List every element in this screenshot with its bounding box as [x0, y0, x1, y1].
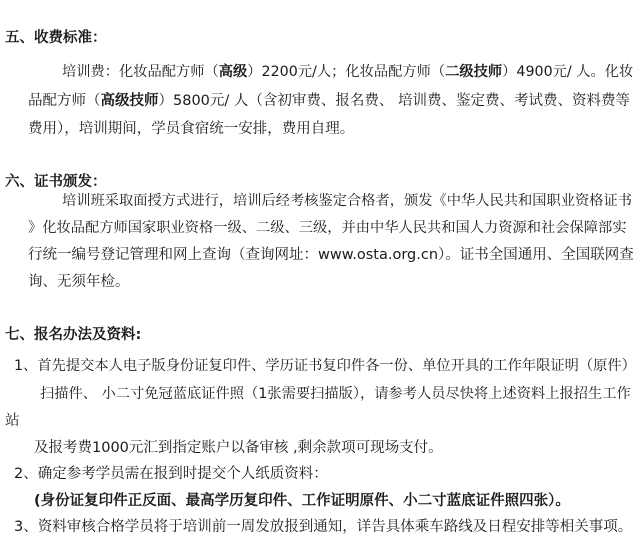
sec6-line-1: 培训班采取面授方式进行，培训后经考核鉴定合格者，颁发《中华人民共和国职业资格证书 [62, 193, 633, 209]
sec6-line-3: 行统一编号登记管理和网上查询（查询网址：www.osta.org.cn）。证书全国通用、全国联网查 [28, 247, 634, 263]
sec5-line-1 [62, 62, 633, 82]
section-7-heading: 七、报名办法及资料: [5, 327, 142, 343]
sec6-line-4: 询、无须年检。 [28, 274, 130, 290]
sec7-item-3-line-1: 3、资料审核合格学员将于培训前一周发放报到通知，详告具体乘车路线及日程安排等相关事项。 [14, 519, 633, 535]
sec7-item-2-line-2: (身份证复印件正反面、最高学历复印件、工作证明原件、小二寸蓝底证件照四张）。 [34, 493, 570, 509]
sec7-item-1-line-2: 扫描件、 小二寸免冠蓝底证件照（1张需要扫描版），请参考人员尽快将上述资料上报招生工作 [40, 386, 631, 402]
sec5-l2-a: 品配方师（ [28, 93, 101, 109]
sec5-l1-a: 培训费：化妆品配方师（ [62, 64, 219, 80]
section-6-heading: 六、证书颁发： [5, 174, 107, 190]
section-5-heading: 五、收费标准： [5, 30, 107, 46]
sec7-item-1-line-4: 及报考费1000元汇到指定账户以备审核 ,剩余款项可现场支付。 [34, 440, 443, 456]
sec5-line-3: 费用），培训期间，学员食宿统一安排，费用自理。 [28, 121, 355, 137]
sec5-l2-bold: 高级技师 [100, 93, 159, 109]
sec6-line-2: 》化妆品配方师国家职业资格一级、二级、三级，并由中华人民共和国人力资源和社会保障部实 [28, 220, 627, 236]
sec5-l1-bold-1: 高级 [218, 64, 248, 80]
sec5-l1-e: ）4900元/ 人。化妆 [502, 64, 634, 80]
sec7-item-1-line-1: 1、首先提交本人电子版身份证复印件、学历证书复印件各一份、单位开具的工作年限证明（原件） [14, 358, 636, 374]
sec7-item-1-line-3: 站 [5, 413, 20, 429]
sec5-line-2 [28, 91, 630, 111]
sec5-l1-c: ）2200元/人；化妆品配方师（ [247, 64, 446, 80]
sec5-l2-c: ）5800元/ 人（含初审费、报名费、 培训费、鉴定费、考试费、资料费等 [158, 93, 631, 109]
sec7-item-2-line-1: 2、确定参考学员需在报到时提交个人纸质资料： [14, 466, 328, 482]
sec5-l1-bold-2: 二级技师 [445, 64, 503, 80]
